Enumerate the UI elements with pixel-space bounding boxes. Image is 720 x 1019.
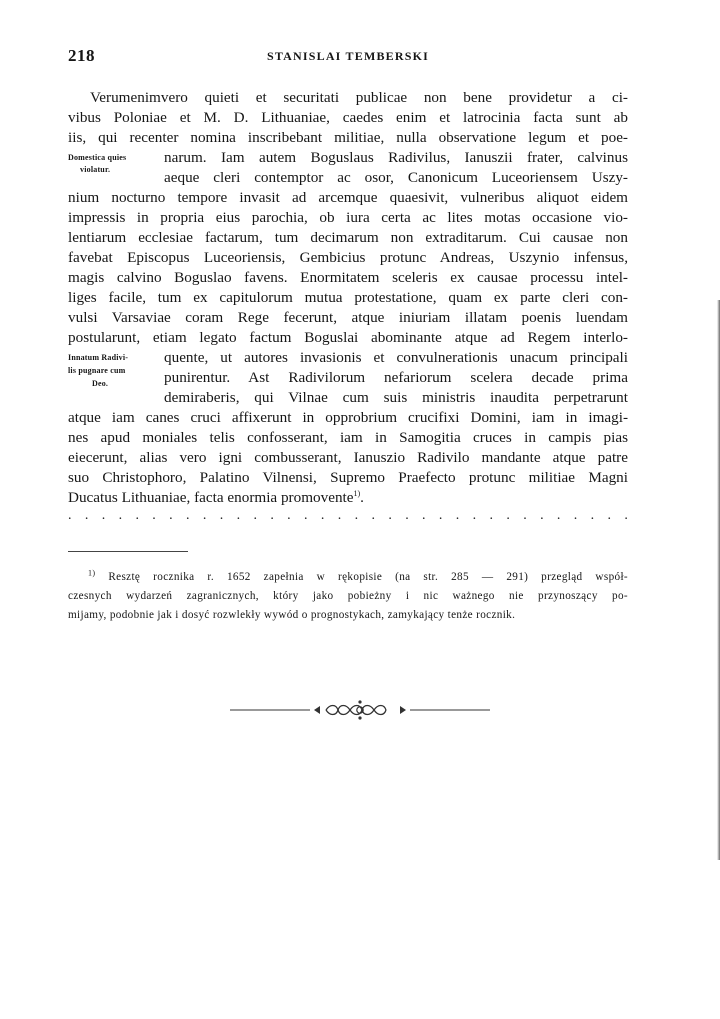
body-line: magis calvino Boguslao favens. Enormitatem sceleris ex causae processu intel- xyxy=(68,269,628,286)
body-line: quente, ut autores invasionis et convulnerationis unacum principali xyxy=(164,349,628,366)
body-line: vibus Poloniae et M. D. Lithuaniae, caedes enim et latrocinia facta sunt ab xyxy=(68,109,628,126)
body-line: nium nocturno tempore invasit ad arcemque quaesivit, vulneribus aliquot eidem xyxy=(68,189,628,206)
page-number: 218 xyxy=(68,46,95,65)
margin-note-line: Innatum Radivi- xyxy=(68,353,129,362)
footnote-line xyxy=(88,568,628,587)
body-line: lentiarum ecclesiae factarum, tum decimarum non extraditarum. Cui causae non xyxy=(68,229,628,246)
margin-note-line: violatur. xyxy=(80,165,111,174)
body-line: Verumenimvero quieti et securitati publicae non bene providetur a ci- xyxy=(90,89,628,106)
period: . xyxy=(360,489,364,506)
body-line: liges facile, tum ex capitulorum mutua protestatione, quam ex parte cleri con- xyxy=(68,289,628,306)
body-line: aeque cleri contemptor ac osor, Canonicum Luceoriensem Uszy- xyxy=(164,169,628,186)
footnote-line: czesnych wydarzeń zagranicznych, który jako pobieżny i nic ważnego nie przynoszący po- xyxy=(68,590,628,602)
body-line: nes apud moniales telis confosserant, iam in Samogitia cruces in campis pias xyxy=(68,429,628,446)
body-line: atque iam canes cruci affixerunt in opprobrium crucifixi Domini, iam in imagi- xyxy=(68,409,628,426)
body-line: postularunt, etiam legato factum Boguslai abominante atque ad Regem interlo- xyxy=(68,329,628,346)
body-line: impressis in propria eius parochia, ob iura certa ac lites motas occasione vio- xyxy=(68,209,628,226)
body-line: eiecerunt, alias vero igni combusserant, Ianuszio Radivilo mandante atque patre xyxy=(68,449,628,466)
body-line: favebat Episcopus Luceoriensis, Gembicius protunc Andreas, Uszynio infensus, xyxy=(68,249,628,266)
footnote-reference: 1) xyxy=(353,488,361,498)
decorative-ornament-icon xyxy=(230,698,490,722)
body-line-last xyxy=(68,488,628,508)
running-head: STANISLAI TEMBERSKI xyxy=(266,49,430,63)
footnote-line: mijamy, podobnie jak i dosyć rozwlekły wywód o prognostykach, zamykający tenże rocznik. xyxy=(68,609,516,621)
ellipsis-row: . . . . . . . . . . . . . . . . . . . . . . . . . . . . . . . . . . xyxy=(68,508,628,523)
body-line: demiraberis, qui Vilnae cum suis ministris inaudita perpetrarunt xyxy=(164,389,628,406)
body-line: iis, qui recenter nomina inscribebant militiae, nulla observatione legum et poe- xyxy=(68,129,628,146)
body-line: vulsi Varsaviae coram Rege fecerunt, atque iniuriam illatam poenis luendam xyxy=(68,309,628,326)
margin-note-line: Deo. xyxy=(92,379,109,388)
footnote-marker: 1) xyxy=(88,568,96,578)
margin-note-line: lis pugnare cum xyxy=(68,366,126,375)
footnote-text: Resztę rocznika r. 1652 zapełnia w rękopisie (na str. 285 — 291) przegląd współ- xyxy=(108,571,628,583)
page-header xyxy=(68,46,628,68)
body-line: suo Christophoro, Palatino Vilnensi, Supremo Praefecto protunc militiae Magni xyxy=(68,469,628,486)
footnote-rule xyxy=(68,551,188,552)
margin-note-line: Domestica quies xyxy=(68,153,127,162)
body-line: punirentur. Ast Radivilorum nefariorum scelera decade prima xyxy=(164,369,628,386)
body-line-text: Ducatus Lithuaniae, facta enormia promovente xyxy=(68,489,354,506)
body-line: narum. Iam autem Boguslaus Radivilus, Ianuszii frater, calvinus xyxy=(164,149,628,166)
